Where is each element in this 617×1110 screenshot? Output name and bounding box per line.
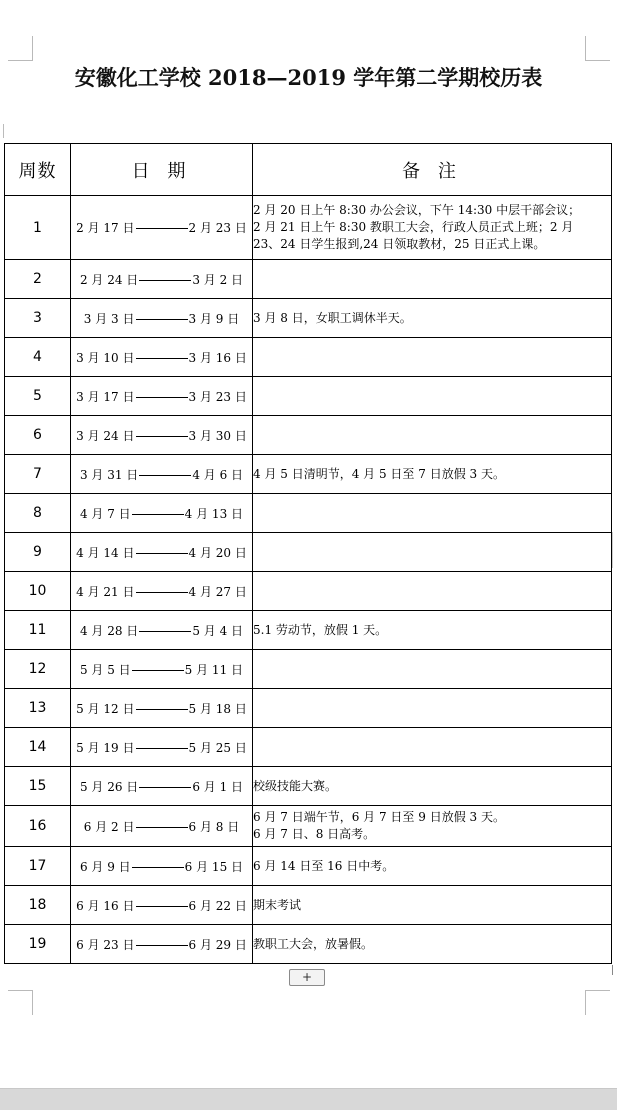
date-start: 2 月 24 日 [79,272,139,287]
date-start: 6 月 16 日 [76,898,135,913]
date-range-dash [136,358,188,359]
date-range-dash [136,436,188,437]
date-start: 5 月 12 日 [76,701,135,716]
week-number: 12 [5,650,71,689]
week-number: 7 [5,455,71,494]
date-range [71,196,253,260]
date-range-dash [139,631,191,632]
date-range-dash [136,319,188,320]
table-row [5,455,612,494]
table-resize-handle[interactable] [612,965,617,975]
date-start: 3 月 24 日 [76,428,135,443]
note-cell[interactable] [253,728,612,767]
date-end: 4 月 13 日 [184,506,244,521]
date-end: 3 月 9 日 [188,311,240,326]
date-range-dash [132,670,184,671]
header-week: 周数 [5,144,71,196]
page-title: 安徽化工学校 2018—2019 学年第二学期校历表 [74,65,543,90]
week-number: 8 [5,494,71,533]
note-line: 4 月 5 日清明节，4 月 5 日至 7 日放假 3 天。 [253,466,505,481]
date-range [71,886,253,925]
note-cell[interactable] [253,455,612,494]
date-range [71,728,253,767]
note-cell[interactable] [253,886,612,925]
date-end: 2 月 23 日 [188,221,247,235]
date-range [71,806,253,847]
note-cell[interactable] [253,806,612,847]
date-end: 4 月 20 日 [188,545,247,560]
note-line: 5.1 劳动节，放假 1 天。 [253,622,388,637]
week-number: 11 [5,611,71,650]
date-range-dash [132,867,184,868]
note-cell[interactable] [253,377,612,416]
table-row [5,767,612,806]
date-range-dash [136,228,188,229]
page-corner-mark-top-right [585,36,610,61]
table-row [5,611,612,650]
date-end: 3 月 2 日 [192,272,244,287]
date-range-dash [136,906,188,907]
date-range-dash [139,475,191,476]
date-start: 3 月 3 日 [83,311,135,326]
date-start: 4 月 7 日 [79,506,131,521]
table-row [5,886,612,925]
note-cell[interactable] [253,533,612,572]
date-end: 4 月 6 日 [192,467,244,482]
add-row-button[interactable]: + [289,969,325,986]
date-start: 5 月 19 日 [76,740,135,755]
calendar-table [4,143,612,964]
date-start: 4 月 28 日 [79,623,139,638]
date-end: 5 月 18 日 [188,701,247,716]
week-number: 15 [5,767,71,806]
date-range-dash [136,827,188,828]
date-end: 5 月 25 日 [188,740,247,755]
week-number: 17 [5,847,71,886]
date-end: 3 月 23 日 [188,389,247,404]
table-resize-marker[interactable] [612,532,617,568]
date-end: 6 月 1 日 [192,779,244,794]
date-range-dash [136,709,188,710]
note-cell[interactable] [253,572,612,611]
date-range [71,689,253,728]
note-cell[interactable] [253,416,612,455]
date-range [71,611,253,650]
header-date: 日 期 [71,144,253,196]
date-range [71,572,253,611]
note-cell[interactable] [253,494,612,533]
week-number: 9 [5,533,71,572]
note-cell[interactable] [253,196,612,260]
date-range [71,494,253,533]
date-start: 4 月 21 日 [76,584,135,599]
date-end: 6 月 29 日 [188,937,247,952]
date-start: 3 月 17 日 [76,389,135,404]
date-start: 4 月 14 日 [76,545,135,560]
table-row [5,728,612,767]
note-cell[interactable] [253,847,612,886]
table-row [5,377,612,416]
week-number: 2 [5,260,71,299]
week-number: 6 [5,416,71,455]
date-end: 6 月 8 日 [188,819,240,834]
note-line: 6 月 14 日至 16 日中考。 [253,858,395,873]
date-range [71,416,253,455]
note-line: 6 月 7 日端午节，6 月 7 日至 9 日放假 3 天。 [253,810,505,824]
date-range-dash [132,514,184,515]
date-end: 4 月 27 日 [188,584,247,599]
table-row [5,925,612,964]
week-number: 10 [5,572,71,611]
date-range [71,925,253,964]
date-end: 3 月 30 日 [188,428,247,443]
week-number: 18 [5,886,71,925]
date-range [71,650,253,689]
table-row [5,494,612,533]
date-end: 6 月 22 日 [188,898,247,913]
note-cell[interactable] [253,689,612,728]
table-row [5,533,612,572]
page-corner-mark-bottom-left [8,990,33,1015]
table-row [5,806,612,847]
note-cell[interactable] [253,260,612,299]
date-range-dash [136,397,188,398]
date-start: 6 月 9 日 [79,859,131,874]
date-range-dash [139,787,191,788]
note-line: 3 月 8 日，女职工调休半天。 [253,310,412,325]
note-cell[interactable] [253,925,612,964]
date-range-dash [136,748,188,749]
table-row [5,689,612,728]
date-range-dash [136,945,188,946]
date-end: 6 月 15 日 [184,859,244,874]
date-range [71,767,253,806]
date-end: 5 月 4 日 [192,623,244,638]
date-range [71,533,253,572]
week-number: 1 [5,196,71,260]
page-corner-mark-bottom-right [585,990,610,1015]
date-end: 5 月 11 日 [184,662,244,677]
note-cell[interactable] [253,338,612,377]
table-row [5,260,612,299]
note-cell[interactable] [253,611,612,650]
date-start: 6 月 23 日 [76,937,135,952]
table-move-handle[interactable] [0,124,4,138]
note-line: 6 月 7 日、8 日高考。 [253,827,376,841]
note-line: 23、24 日学生报到,24 日领取教材，25 日正式上课。 [253,237,546,251]
date-range [71,847,253,886]
date-range [71,338,253,377]
page-corner-mark-top-left [8,36,33,61]
week-number: 5 [5,377,71,416]
week-number: 3 [5,299,71,338]
week-number: 13 [5,689,71,728]
date-range-dash [136,592,188,593]
note-cell[interactable] [253,767,612,806]
note-line: 校级技能大赛。 [253,778,338,793]
date-start: 5 月 5 日 [79,662,131,677]
week-number: 14 [5,728,71,767]
date-range [71,377,253,416]
table-row [5,299,612,338]
date-range-dash [136,553,188,554]
date-start: 5 月 26 日 [79,779,139,794]
horizontal-scrollbar[interactable] [0,1088,617,1110]
date-range [71,299,253,338]
note-cell[interactable] [253,650,612,689]
note-line: 期末考试 [253,897,302,912]
table-row [5,338,612,377]
date-range [71,260,253,299]
table-row [5,416,612,455]
table-row [5,572,612,611]
note-line: 2 月 20 日上午 8:30 办公会议，下午 14:30 中层干部会议； [253,203,581,217]
week-number: 19 [5,925,71,964]
note-line: 2 月 21 日上午 8:30 教职工大会，行政人员正式上班；2 月 [253,220,574,234]
date-start: 6 月 2 日 [83,819,135,834]
calendar-body [5,196,612,964]
table-row [5,650,612,689]
note-cell[interactable] [253,299,612,338]
date-start: 3 月 31 日 [79,467,139,482]
date-start: 2 月 17 日 [76,221,135,235]
date-end: 3 月 16 日 [188,350,247,365]
table-row [5,196,612,260]
week-number: 4 [5,338,71,377]
table-row [5,847,612,886]
header-note: 备 注 [253,144,612,196]
date-range-dash [139,280,191,281]
date-range [71,455,253,494]
week-number: 16 [5,806,71,847]
date-start: 3 月 10 日 [76,350,135,365]
note-line: 教职工大会，放暑假。 [253,936,374,951]
